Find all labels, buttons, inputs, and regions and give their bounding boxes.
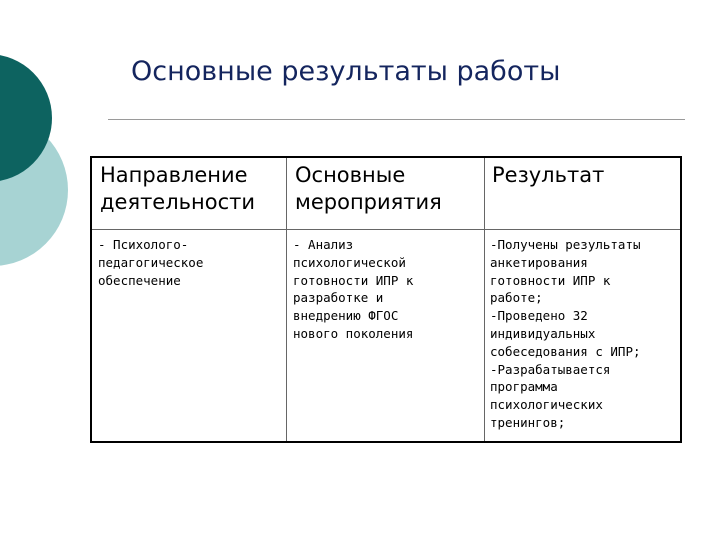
header-activities: Основные мероприятия [295, 163, 442, 214]
header-result: Результат [492, 163, 605, 187]
title-divider [108, 119, 685, 120]
cell-direction: - Психолого- педагогическое обеспечение [98, 237, 204, 288]
header-direction: Направление деятельности [100, 163, 256, 214]
results-table [90, 156, 682, 443]
cell-result: -Получены результаты анкетирования готовности ИПР к работе; -Проведено 32 индивидуальных собеседования с ИПР; -Разрабатывается программа психологических тренингов; [490, 237, 641, 430]
slide-title: Основные результаты работы [131, 56, 561, 87]
decorative-circles [0, 0, 80, 300]
column-divider [286, 158, 287, 441]
column-divider [484, 158, 485, 441]
cell-activities: - Анализ психологической готовности ИПР к разработке и внедрению ФГОС нового поколения [293, 237, 414, 341]
